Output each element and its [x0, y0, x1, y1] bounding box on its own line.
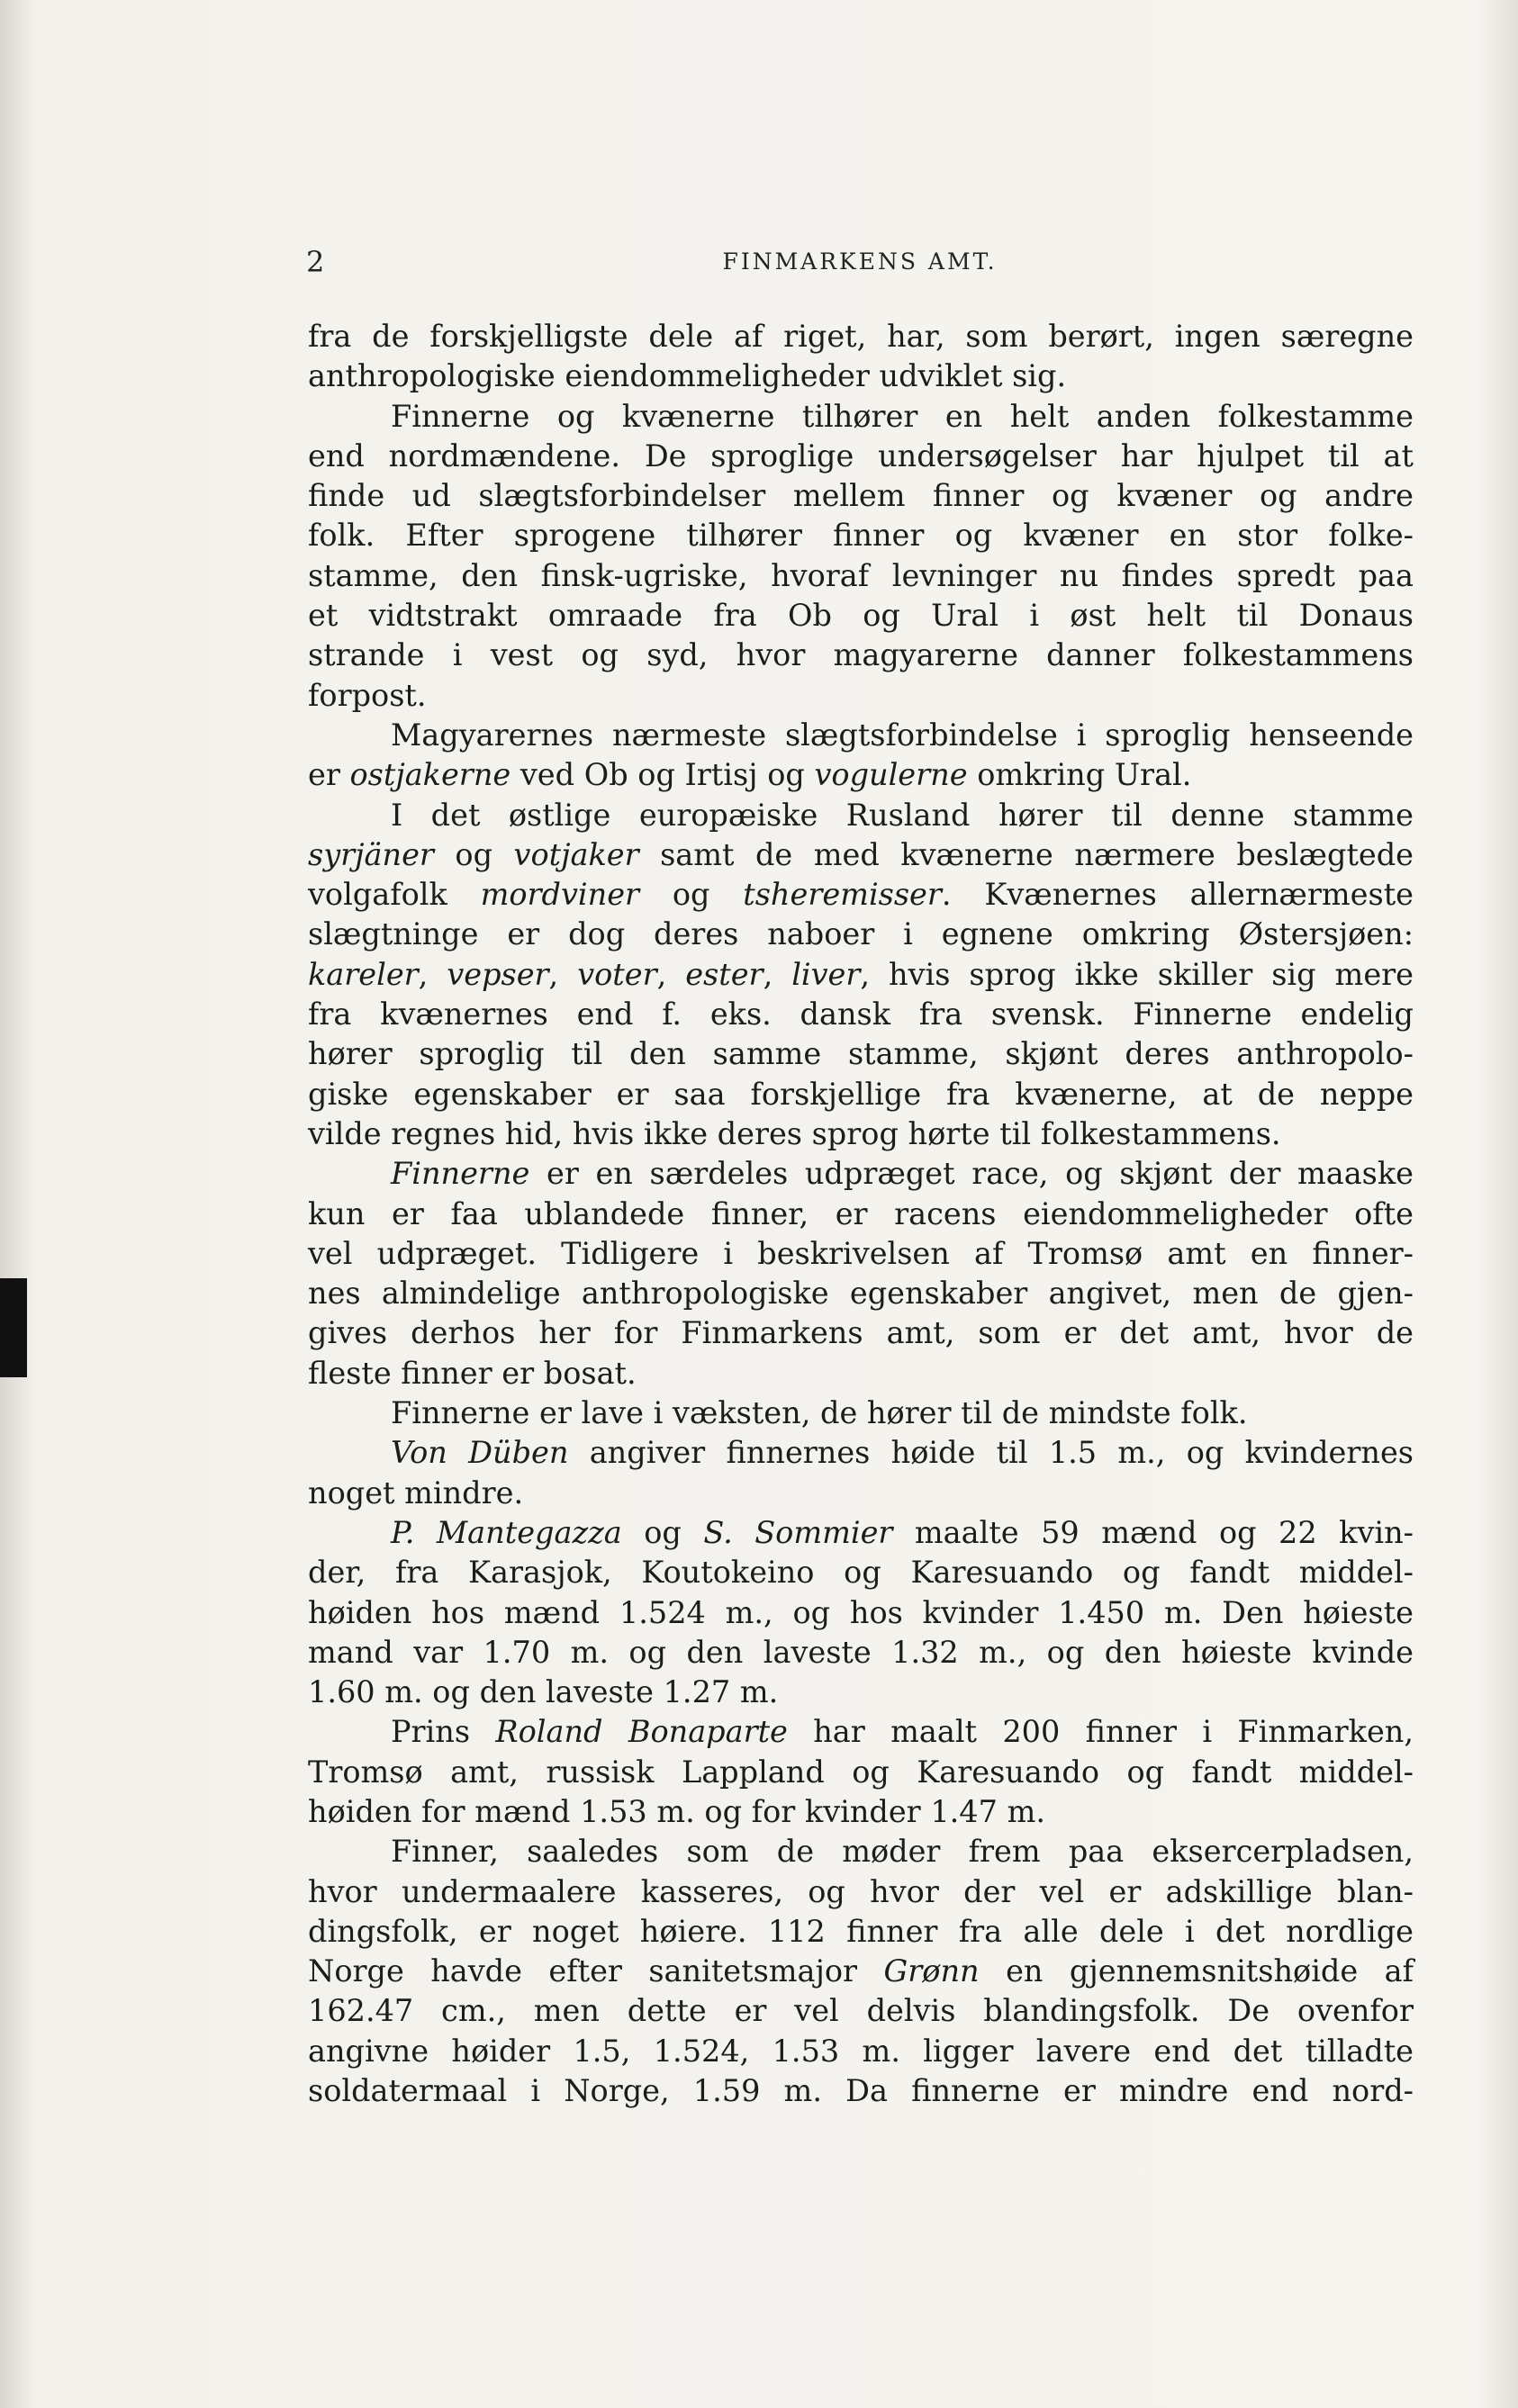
- text-line: Von Düben angiver finnernes høide til 1.5 m., og kvindernes: [391, 1435, 1414, 1471]
- binding-edge-mark: [0, 1278, 27, 1377]
- text-line: stamme, den finsk-ugriske, hvoraf levninger nu findes spredt paa: [308, 557, 1414, 593]
- text-line: er ostjakerne ved Ob og Irtisj og vogulerne omkring Ural.: [308, 757, 1192, 793]
- running-head: [306, 245, 1414, 281]
- text-line: hører sproglig til den samme stamme, skjønt deres anthropolo-: [308, 1036, 1414, 1072]
- text-line: kun er faa ublandede finner, er racens eiendommeligheder ofte: [308, 1195, 1414, 1231]
- text-line: finde ud slægtsforbindelser mellem finner og kvæner og andre: [308, 478, 1414, 514]
- running-head-title: FINMARKENS AMT.: [722, 248, 998, 275]
- text-line: forpost.: [308, 677, 427, 713]
- page-number: 2: [306, 245, 325, 279]
- text-line: fra de forskjelligste dele af riget, har, som berørt, ingen særegne: [308, 319, 1414, 354]
- text-line: anthropologiske eiendommeligheder udviklet sig.: [308, 358, 1067, 394]
- text-line: noget mindre.: [308, 1475, 524, 1511]
- text-line: angivne høider 1.5, 1.524, 1.53 m. ligger lavere end det tilladte: [308, 2033, 1414, 2069]
- text-line: et vidtstrakt omraade fra Ob og Ural i øst helt til Donaus: [308, 598, 1414, 634]
- text-line: P. Mantegazza og S. Sommier maalte 59 mænd og 22 kvin-: [391, 1514, 1414, 1550]
- text-line: Norge havde efter sanitetsmajor Grønn en gjennemsnitshøide af: [308, 1953, 1414, 1989]
- text-line: nes almindelige anthropologiske egenskaber angivet, men de gjen-: [308, 1276, 1414, 1312]
- text-line: mand var 1.70 m. og den laveste 1.32 m., og den høieste kvinde: [308, 1634, 1414, 1670]
- text-line: slægtninge er dog deres naboer i egnene omkring Østersjøen:: [308, 916, 1414, 952]
- text-line: end nordmændene. De sproglige undersøgelser har hjulpet til at: [308, 437, 1414, 473]
- text-line: 162.47 cm., men dette er vel delvis blandingsfolk. De ovenfor: [308, 1993, 1414, 2029]
- text-line: hvor undermaalere kasseres, og hvor der vel er adskillige blan-: [308, 1873, 1414, 1909]
- text-line: folk. Efter sprogene tilhører finner og kvæner en stor folke-: [308, 518, 1414, 554]
- text-line: volgafolk mordviner og tsheremisser. Kvænernes allernærmeste: [308, 877, 1414, 913]
- text-line: vel udpræget. Tidligere i beskrivelsen af Tromsø amt en finner-: [308, 1235, 1414, 1271]
- text-line: 1.60 m. og den laveste 1.27 m.: [308, 1674, 779, 1710]
- text-line: fleste finner er bosat.: [308, 1355, 637, 1391]
- text-line: I det østlige europæiske Rusland hører til denne stamme: [391, 797, 1414, 833]
- text-line: høiden for mænd 1.53 m. og for kvinder 1.47 m.: [308, 1793, 1045, 1829]
- text-line: Finnerne og kvænerne tilhører en helt anden folkestamme: [391, 398, 1414, 434]
- text-line: gives derhos her for Finmarkens amt, som er det amt, hvor de: [308, 1315, 1414, 1351]
- text-line: kareler, vepser, voter, ester, liver, hvis sprog ikke skiller sig mere: [308, 956, 1414, 992]
- text-line: giske egenskaber er saa forskjellige fra kvænerne, at de neppe: [308, 1076, 1414, 1112]
- text-line: syrjäner og votjaker samt de med kvænerne nærmere beslægtede: [308, 836, 1414, 872]
- text-line: Finnerne er lave i væksten, de hører til de mindste folk.: [391, 1395, 1248, 1431]
- text-line: fra kvænernes end f. eks. dansk fra svensk. Finnerne endelig: [308, 997, 1414, 1033]
- text-line: strande i vest og syd, hvor magyarerne danner folkestammens: [308, 637, 1414, 673]
- text-line: Finnerne er en særdeles udpræget race, og skjønt der maaske: [391, 1156, 1414, 1192]
- text-line: soldatermaal i Norge, 1.59 m. Da finnerne er mindre end nord-: [308, 2073, 1414, 2109]
- text-line: vilde regnes hid, hvis ikke deres sprog hørte til folkestammens.: [308, 1115, 1281, 1151]
- text-line: høiden hos mænd 1.524 m., og hos kvinder 1.450 m. Den høieste: [308, 1594, 1414, 1630]
- text-line: Tromsø amt, russisk Lappland og Karesuando og fandt middel-: [308, 1754, 1414, 1790]
- text-line: dingsfolk, er noget høiere. 112 finner fra alle dele i det nordlige: [308, 1913, 1414, 1949]
- text-line: Prins Roland Bonaparte har maalt 200 finner i Finmarken,: [391, 1714, 1414, 1750]
- text-line: Magyarernes nærmeste slægtsforbindelse i sproglig henseende: [391, 717, 1414, 753]
- body-text: [308, 317, 1414, 2111]
- text-line: der, fra Karasjok, Koutokeino og Karesuando og fandt middel-: [308, 1555, 1414, 1591]
- text-line: Finner, saaledes som de møder frem paa eksercerpladsen,: [391, 1834, 1414, 1870]
